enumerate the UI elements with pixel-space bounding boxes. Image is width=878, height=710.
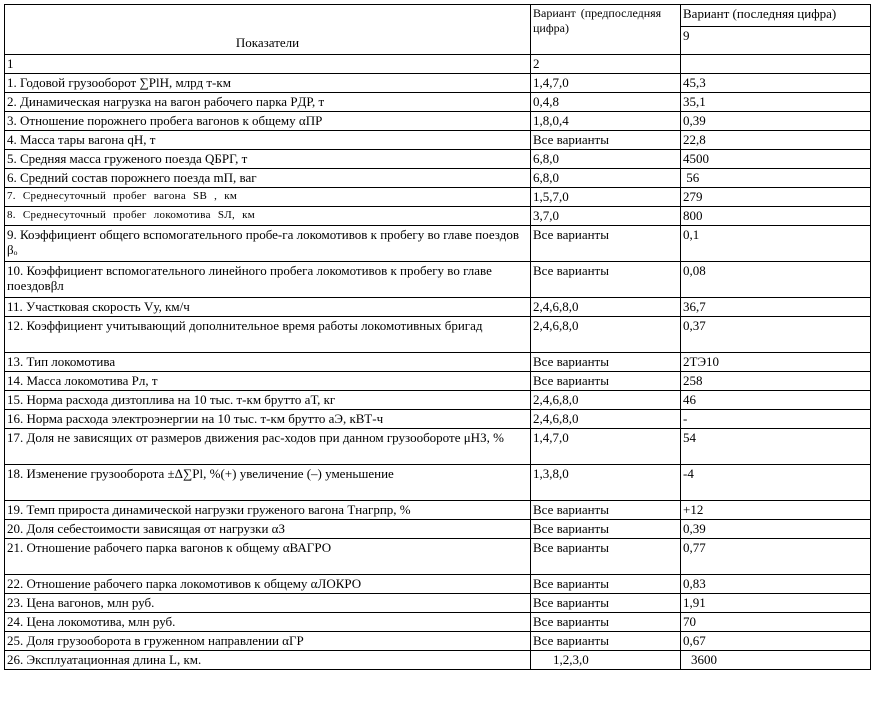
table-row <box>5 169 871 188</box>
table-row <box>5 207 871 226</box>
indicator-label: 2. Динамическая нагрузка на вагон рабочего парка PДР, т <box>5 93 531 112</box>
table-row <box>5 594 871 613</box>
table-row <box>5 372 871 391</box>
penultimate-digit-variants: Все варианты <box>531 372 681 391</box>
indicator-label: 19. Темп прироста динамической нагрузки груженого вагона Tнагрпр, % <box>5 501 531 520</box>
table-row <box>5 150 871 169</box>
indicator-value: 258 <box>681 372 871 391</box>
indicator-value: 1,91 <box>681 594 871 613</box>
table-row <box>5 262 871 298</box>
penultimate-digit-variants: 6,8,0 <box>531 169 681 188</box>
header-variant-penultimate: Вариант (предпоследняя цифра) <box>531 5 681 55</box>
table-row <box>5 651 871 670</box>
table-row <box>5 539 871 575</box>
header-indicators: Показатели <box>5 5 531 55</box>
indicator-label: 26. Эксплуатационная длина L, км. <box>5 651 531 670</box>
indicator-value: 46 <box>681 391 871 410</box>
header-variant-last: Вариант (последняя цифра) <box>681 5 871 27</box>
indicator-value: 2ТЭ10 <box>681 353 871 372</box>
indicator-value: 22,8 <box>681 131 871 150</box>
indicator-label: 7. Среднесуточный пробег вагона SВ , км <box>5 188 531 207</box>
indicator-value: 35,1 <box>681 93 871 112</box>
penultimate-digit-variants: 1,8,0,4 <box>531 112 681 131</box>
indicator-value: 0,39 <box>681 520 871 539</box>
column-number-2: 2 <box>531 55 681 74</box>
indicator-label: 13. Тип локомотива <box>5 353 531 372</box>
header-variant-last-digit: 9 <box>681 27 871 55</box>
penultimate-digit-variants: 2,4,6,8,0 <box>531 391 681 410</box>
indicator-label: 6. Средний состав порожнего поезда mП, ваг <box>5 169 531 188</box>
indicator-label: 20. Доля себестоимости зависящая от нагрузки αЗ <box>5 520 531 539</box>
indicator-value: -4 <box>681 465 871 501</box>
penultimate-digit-variants: 6,8,0 <box>531 150 681 169</box>
variant-table-sheet <box>4 4 870 670</box>
penultimate-digit-variants: Все варианты <box>531 501 681 520</box>
table-row <box>5 575 871 594</box>
header-row <box>5 5 871 27</box>
indicator-label: 17. Доля не зависящих от размеров движения рас-ходов при данном грузообороте μНЗ, % <box>5 429 531 465</box>
indicator-value: 70 <box>681 613 871 632</box>
indicator-value: 36,7 <box>681 298 871 317</box>
indicator-value: 54 <box>681 429 871 465</box>
indicator-label: 14. Масса локомотива Pл, т <box>5 372 531 391</box>
penultimate-digit-variants: 2,4,6,8,0 <box>531 298 681 317</box>
indicator-value: 0,67 <box>681 632 871 651</box>
penultimate-digit-variants: Все варианты <box>531 131 681 150</box>
indicator-label: 15. Норма расхода дизтоплива на 10 тыс. т-км брутто aТ, кг <box>5 391 531 410</box>
indicator-label: 22. Отношение рабочего парка локомотивов к общему αЛОКРО <box>5 575 531 594</box>
table-row <box>5 112 871 131</box>
penultimate-digit-variants: 2,4,6,8,0 <box>531 317 681 353</box>
table-row <box>5 632 871 651</box>
indicator-value: 45,3 <box>681 74 871 93</box>
indicator-label: 1. Годовой грузооборот ∑PlН, млрд т-км <box>5 74 531 93</box>
penultimate-digit-variants: Все варианты <box>531 632 681 651</box>
indicator-value: 0,39 <box>681 112 871 131</box>
table-row <box>5 317 871 353</box>
indicator-value: 56 <box>681 169 871 188</box>
penultimate-digit-variants: 1,4,7,0 <box>531 429 681 465</box>
indicator-value: 3600 <box>681 651 871 670</box>
indicator-label: 18. Изменение грузооборота ±Δ∑Pl, %(+) увеличение (–) уменьшение <box>5 465 531 501</box>
indicator-value: 0,83 <box>681 575 871 594</box>
penultimate-digit-variants: Все варианты <box>531 575 681 594</box>
table-row <box>5 501 871 520</box>
indicator-label: 10. Коэффициент вспомогательного линейного пробега локомотивов к пробегу во главе поездовβл <box>5 262 531 298</box>
variant-table-body <box>5 5 871 670</box>
penultimate-digit-variants: Все варианты <box>531 520 681 539</box>
table-row <box>5 298 871 317</box>
indicator-label: 8. Среднесуточный пробег локомотива SЛ, км <box>5 207 531 226</box>
column-number-3 <box>681 55 871 74</box>
penultimate-digit-variants: Все варианты <box>531 613 681 632</box>
indicator-label: 3. Отношение порожнего пробега вагонов к общему αПР <box>5 112 531 131</box>
penultimate-digit-variants: Все варианты <box>531 539 681 575</box>
indicator-value: 0,08 <box>681 262 871 298</box>
indicator-value: 4500 <box>681 150 871 169</box>
indicator-value: 0,77 <box>681 539 871 575</box>
indicator-value: +12 <box>681 501 871 520</box>
penultimate-digit-variants: 1,3,8,0 <box>531 465 681 501</box>
table-row <box>5 410 871 429</box>
indicator-label: 4. Масса тары вагона qН, т <box>5 131 531 150</box>
penultimate-digit-variants: 1,4,7,0 <box>531 74 681 93</box>
table-row <box>5 520 871 539</box>
table-row <box>5 93 871 112</box>
indicator-value: 0,37 <box>681 317 871 353</box>
table-row <box>5 74 871 93</box>
table-row <box>5 465 871 501</box>
indicator-label: 12. Коэффициент учитывающий дополнительное время работы локомотивных бригад <box>5 317 531 353</box>
table-row <box>5 188 871 207</box>
indicator-value: - <box>681 410 871 429</box>
penultimate-digit-variants: 0,4,8 <box>531 93 681 112</box>
column-number-row <box>5 55 871 74</box>
indicator-label: 21. Отношение рабочего парка вагонов к общему αВАГРО <box>5 539 531 575</box>
penultimate-digit-variants: 1,2,3,0 <box>531 651 681 670</box>
table-row <box>5 131 871 150</box>
penultimate-digit-variants: 1,5,7,0 <box>531 188 681 207</box>
indicator-label: 11. Участковая скорость Vу, км/ч <box>5 298 531 317</box>
indicator-label: 16. Норма расхода электроэнергии на 10 тыс. т-км брутто aЭ, кВТ-ч <box>5 410 531 429</box>
penultimate-digit-variants: 2,4,6,8,0 <box>531 410 681 429</box>
table-row <box>5 613 871 632</box>
column-number-1: 1 <box>5 55 531 74</box>
table-row <box>5 429 871 465</box>
penultimate-digit-variants: 3,7,0 <box>531 207 681 226</box>
penultimate-digit-variants: Все варианты <box>531 262 681 298</box>
penultimate-digit-variants: Все варианты <box>531 594 681 613</box>
indicator-value: 279 <box>681 188 871 207</box>
table-row <box>5 353 871 372</box>
indicator-value: 800 <box>681 207 871 226</box>
penultimate-digit-variants: Все варианты <box>531 226 681 262</box>
table-row <box>5 391 871 410</box>
indicator-label: 25. Доля грузооборота в груженном направлении αГР <box>5 632 531 651</box>
variant-table <box>4 4 871 670</box>
indicator-label: 24. Цена локомотива, млн руб. <box>5 613 531 632</box>
indicator-label: 9. Коэффициент общего вспомогательного пробе-га локомотивов к пробегу во главе поездов βₒ <box>5 226 531 262</box>
penultimate-digit-variants: Все варианты <box>531 353 681 372</box>
indicator-label: 5. Средняя масса груженого поезда QБРГ, т <box>5 150 531 169</box>
indicator-value: 0,1 <box>681 226 871 262</box>
table-row <box>5 226 871 262</box>
indicator-label: 23. Цена вагонов, млн руб. <box>5 594 531 613</box>
